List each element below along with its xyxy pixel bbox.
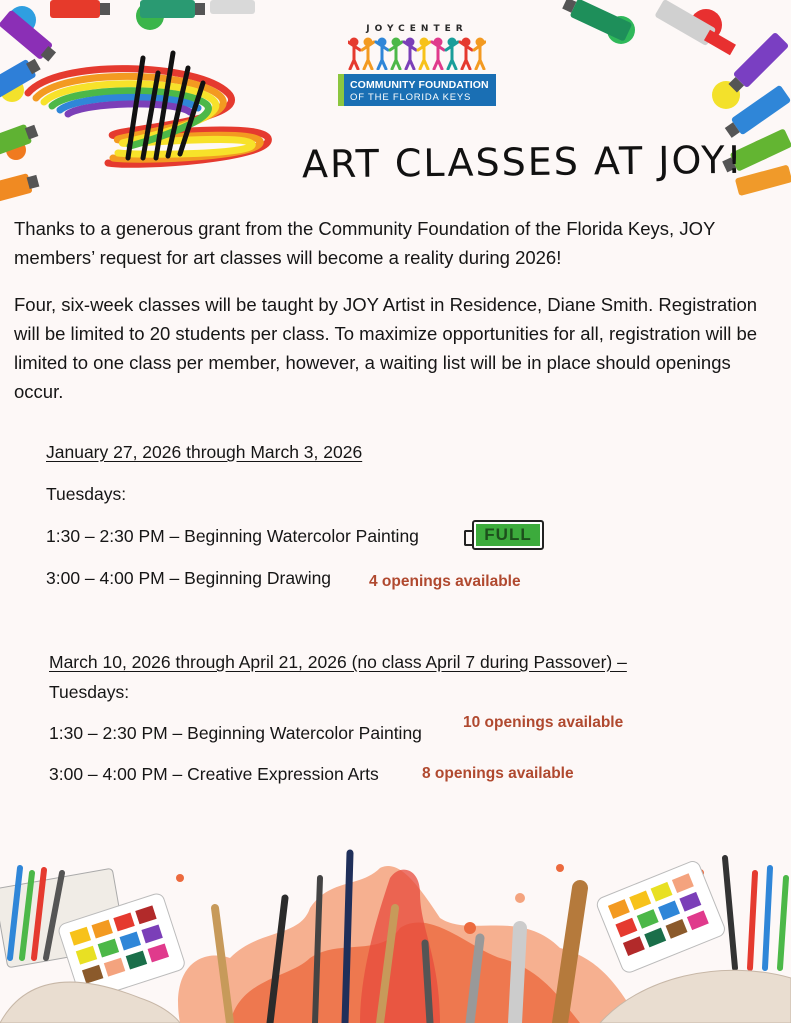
art-supplies-illustration xyxy=(0,848,791,1023)
session1-class2-openings: 4 openings available xyxy=(369,573,521,590)
session1-day: Tuesdays: xyxy=(46,484,127,504)
session2-class2-openings: 8 openings available xyxy=(422,765,574,782)
session2-class1: 1:30 – 2:30 PM – Beginning Watercolor Painting xyxy=(49,723,422,743)
session2-dates: March 10, 2026 through April 21, 2026 (no class April 7 during Passover) – xyxy=(49,652,627,672)
session2-class2: 3:00 – 4:00 PM – Creative Expression Arts xyxy=(49,764,379,784)
foundation-subtitle: OF THE FLORIDA KEYS xyxy=(350,92,472,103)
rainbow-palette-brushes-icon xyxy=(18,38,283,178)
paint-tubes-top-icon xyxy=(30,0,260,40)
community-foundation-banner xyxy=(338,74,496,106)
session2-day: Tuesdays: xyxy=(49,682,130,702)
full-status-badge xyxy=(472,520,544,550)
joy-center-logo xyxy=(338,24,496,106)
session2-class1-openings: 10 openings available xyxy=(463,714,624,731)
session1-class1: 1:30 – 2:30 PM – Beginning Watercolor Painting xyxy=(46,526,419,546)
people-figures-icon xyxy=(348,36,486,70)
session1-class2: 3:00 – 4:00 PM – Beginning Drawing xyxy=(46,568,332,588)
page-title: ART CLASSES AT JOY! xyxy=(301,137,744,187)
intro-paragraph-grant: Thanks to a generous grant from the Community Foundation of the Florida Keys, JOY members’ request for art classes will become a reality during 2026! xyxy=(14,218,715,268)
intro-paragraph-registration: Four, six-week classes will be taught by JOY Artist in Residence, Diane Smith. Registration will be limited to 20 students per class. To maximize opportunities for all, registration will be limited to one class per member, however, a waiting list will be in place should openings occur. xyxy=(14,294,758,402)
session1-dates: January 27, 2026 through March 3, 2026 xyxy=(46,442,363,462)
full-status-label: FULL xyxy=(476,524,540,546)
joy-center-wordmark: JOYCENTER xyxy=(366,24,468,34)
foundation-name: COMMUNITY FOUNDATION xyxy=(350,79,489,91)
